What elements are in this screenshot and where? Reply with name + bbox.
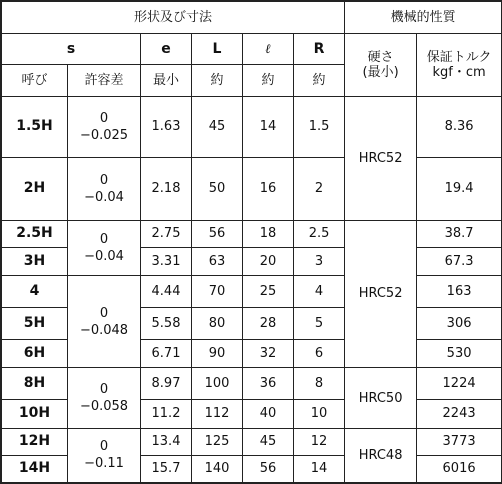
tolerance-cell [68, 220, 141, 275]
e-cell: 13.4 [141, 428, 192, 455]
R-cell: 12 [294, 428, 345, 455]
torque-cell: 1224 [417, 368, 502, 399]
e-cell: 3.31 [141, 247, 192, 275]
R-cell: 3 [294, 247, 345, 275]
call-cell: 8H [2, 368, 68, 399]
torque-cell: 530 [417, 340, 502, 368]
col-header-s: s [2, 34, 141, 65]
L-cell: 63 [192, 247, 243, 275]
table-row [2, 428, 502, 455]
sub-header-approx-R: 約 [294, 65, 345, 96]
l-cell: 20 [243, 247, 294, 275]
col-header-l: ℓ [243, 34, 294, 65]
call-cell: 3H [2, 247, 68, 275]
L-cell: 45 [192, 96, 243, 157]
col-header-torque [417, 34, 502, 96]
l-cell: 32 [243, 340, 294, 368]
e-cell: 5.58 [141, 308, 192, 340]
l-cell: 56 [243, 455, 294, 482]
L-cell: 50 [192, 158, 243, 220]
call-cell: 1.5H [2, 96, 68, 157]
call-cell: 2.5H [2, 220, 68, 247]
sub-header-tolerance: 許容差 [68, 65, 141, 96]
hardness-min-label: (最小) [362, 64, 399, 80]
sub-header-min: 最小 [141, 65, 192, 96]
R-cell: 1.5 [294, 96, 345, 157]
call-cell: 4 [2, 275, 68, 307]
R-cell: 10 [294, 399, 345, 428]
torque-cell: 6016 [417, 455, 502, 482]
torque-cell: 306 [417, 308, 502, 340]
call-cell: 10H [2, 399, 68, 428]
torque-cell: 8.36 [417, 96, 502, 157]
l-cell: 18 [243, 220, 294, 247]
l-cell: 28 [243, 308, 294, 340]
e-cell: 6.71 [141, 340, 192, 368]
header-row-2 [2, 34, 502, 65]
torque-cell: 19.4 [417, 158, 502, 220]
tolerance-upper: 0 [99, 172, 109, 188]
header-row-1 [2, 2, 502, 34]
hardness-cell: HRC52 [345, 96, 417, 220]
call-cell: 6H [2, 340, 68, 368]
L-cell: 100 [192, 368, 243, 399]
L-cell: 90 [192, 340, 243, 368]
tolerance-cell [68, 428, 141, 482]
tolerance-cell [68, 368, 141, 428]
L-cell: 140 [192, 455, 243, 482]
l-cell: 14 [243, 96, 294, 157]
hardness-label: 硬さ [367, 49, 394, 65]
torque-cell: 67.3 [417, 247, 502, 275]
l-cell: 45 [243, 428, 294, 455]
R-cell: 2 [294, 158, 345, 220]
e-cell: 11.2 [141, 399, 192, 428]
e-cell: 2.75 [141, 220, 192, 247]
group-header-shape: 形状及び寸法 [2, 2, 345, 34]
tolerance-cell [68, 96, 141, 157]
table-row [2, 158, 502, 220]
e-cell: 1.63 [141, 96, 192, 157]
tolerance-lower: −0.025 [79, 127, 129, 143]
e-cell: 2.18 [141, 158, 192, 220]
tolerance-upper: 0 [99, 305, 109, 321]
L-cell: 70 [192, 275, 243, 307]
R-cell: 8 [294, 368, 345, 399]
R-cell: 14 [294, 455, 345, 482]
l-cell: 36 [243, 368, 294, 399]
l-cell: 16 [243, 158, 294, 220]
col-header-e: e [141, 34, 192, 65]
R-cell: 5 [294, 308, 345, 340]
tolerance-lower: −0.04 [84, 248, 124, 264]
table-row [2, 96, 502, 157]
R-cell: 2.5 [294, 220, 345, 247]
call-cell: 2H [2, 158, 68, 220]
table-row [2, 220, 502, 247]
sub-header-approx-L: 約 [192, 65, 243, 96]
torque-cell: 2243 [417, 399, 502, 428]
table-row [2, 275, 502, 307]
col-header-R: R [294, 34, 345, 65]
L-cell: 112 [192, 399, 243, 428]
torque-cell: 3773 [417, 428, 502, 455]
e-cell: 8.97 [141, 368, 192, 399]
call-cell: 14H [2, 455, 68, 482]
R-cell: 4 [294, 275, 345, 307]
L-cell: 80 [192, 308, 243, 340]
R-cell: 6 [294, 340, 345, 368]
e-cell: 15.7 [141, 455, 192, 482]
col-header-L: L [192, 34, 243, 65]
l-cell: 25 [243, 275, 294, 307]
hardness-cell: HRC48 [345, 428, 417, 482]
torque-cell: 38.7 [417, 220, 502, 247]
tolerance-upper: 0 [99, 231, 109, 247]
call-cell: 5H [2, 308, 68, 340]
torque-unit-label: kgf・cm [432, 64, 486, 80]
tolerance-lower: −0.04 [84, 189, 124, 205]
tolerance-cell [68, 158, 141, 220]
hardness-cell: HRC50 [345, 368, 417, 428]
tolerance-upper: 0 [99, 439, 109, 455]
group-header-mechanical: 機械的性質 [345, 2, 502, 34]
e-cell: 4.44 [141, 275, 192, 307]
L-cell: 125 [192, 428, 243, 455]
col-header-hardness [345, 34, 417, 96]
tolerance-upper: 0 [99, 382, 109, 398]
torque-cell: 163 [417, 275, 502, 307]
sub-header-call: 呼び [2, 65, 68, 96]
sub-header-approx-l: 約 [243, 65, 294, 96]
L-cell: 56 [192, 220, 243, 247]
tolerance-upper: 0 [99, 110, 109, 126]
hardness-cell: HRC52 [345, 220, 417, 368]
tolerance-cell [68, 275, 141, 368]
spec-table [1, 1, 502, 483]
tolerance-lower: −0.058 [79, 399, 129, 415]
tolerance-lower: −0.11 [84, 456, 124, 472]
tolerance-lower: −0.048 [79, 322, 129, 338]
call-cell: 12H [2, 428, 68, 455]
torque-label: 保証トルク [426, 49, 492, 65]
l-cell: 40 [243, 399, 294, 428]
table-row [2, 368, 502, 399]
